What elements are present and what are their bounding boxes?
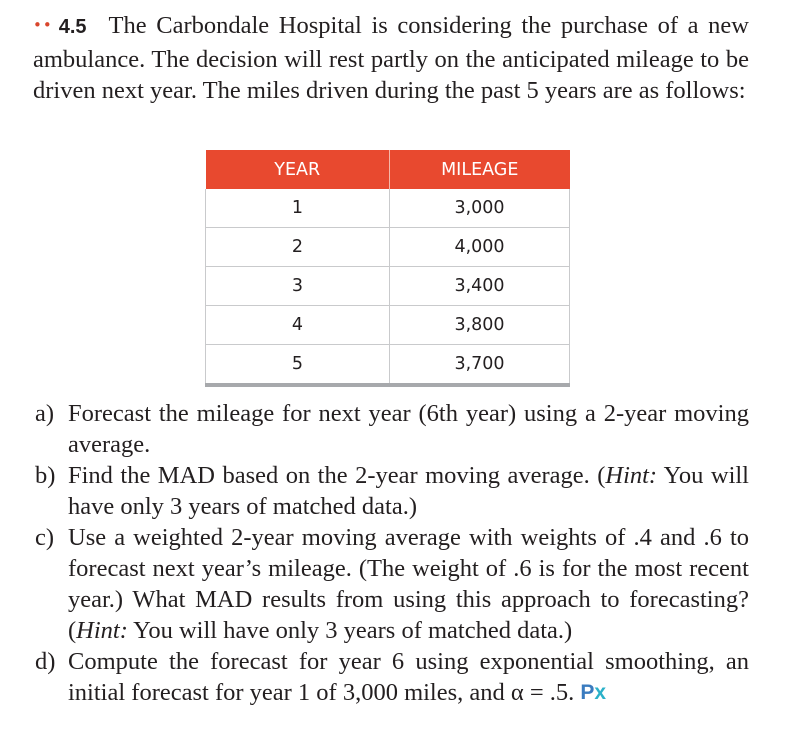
year-cell: 4 — [206, 306, 390, 345]
part-text: Use a weighted 2-year moving average with weights of .4 and .6 to forecast next year’s mileage. (The weight of .6 is for the most recent year.) What MAD results from using this approach to forecasting? ( — [68, 524, 749, 644]
part-label: b) — [35, 462, 56, 489]
logo-x: x — [594, 681, 607, 704]
table-row — [206, 189, 570, 228]
part-text: You will have only 3 years of matched data.) — [68, 462, 749, 520]
hint-label: Hint: — [605, 462, 658, 489]
px-logo-icon — [580, 677, 606, 708]
mileage-cell: 3,800 — [390, 306, 570, 345]
table-row — [206, 306, 570, 345]
year-cell: 3 — [206, 267, 390, 306]
table-row — [206, 267, 570, 306]
question-part-b — [35, 460, 749, 522]
question-part-d — [35, 646, 749, 708]
mileage-cell: 3,400 — [390, 267, 570, 306]
part-text: You will have only 3 years of matched data.) — [127, 617, 573, 644]
mileage-table — [205, 150, 570, 387]
part-label: c) — [35, 524, 55, 551]
part-label: d) — [35, 648, 56, 675]
question-part-a — [35, 398, 749, 460]
header-year: YEAR — [206, 150, 390, 189]
part-text: Find the MAD based on the 2-year moving average. ( — [68, 462, 606, 489]
logo-p: P — [580, 681, 595, 704]
part-text: Compute the forecast for year 6 using exponential smoothing, an initial forecast for year 1 of 3,000 miles, and α = .5. — [68, 648, 749, 706]
mileage-cell: 3,700 — [390, 345, 570, 386]
year-cell: 5 — [206, 345, 390, 386]
table-header-row — [206, 150, 570, 189]
header-mileage: MILEAGE — [390, 150, 570, 189]
problem-intro-text: The Carbondale Hospital is considering the purchase of a new ambulance. The decision will rest partly on the anticipated mileage to be driven next year. The miles driven during the past 5 years are as follows: — [33, 12, 749, 104]
difficulty-dots: •• — [33, 16, 53, 34]
year-cell: 1 — [206, 189, 390, 228]
problem-statement — [33, 10, 749, 106]
problem-number: 4.5 — [58, 16, 87, 38]
year-cell: 2 — [206, 228, 390, 267]
mileage-cell: 4,000 — [390, 228, 570, 267]
part-label: a) — [35, 400, 55, 427]
mileage-cell: 3,000 — [390, 189, 570, 228]
table-row — [206, 228, 570, 267]
question-parts — [35, 398, 749, 708]
hint-label: Hint: — [76, 617, 128, 644]
question-part-c — [35, 522, 749, 646]
table-row — [206, 345, 570, 386]
part-text: Forecast the mileage for next year (6th year) using a 2-year moving average. — [68, 400, 749, 458]
